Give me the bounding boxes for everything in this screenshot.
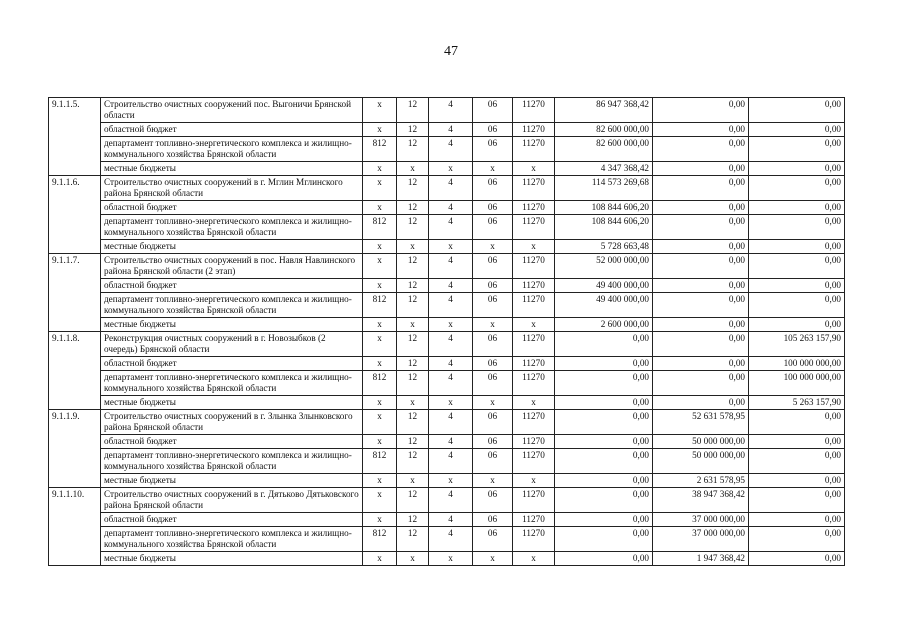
section-code-cell: 12 — [397, 357, 429, 371]
budget-table — [48, 97, 845, 566]
amount-year3-cell: 0,00 — [749, 410, 845, 435]
expense-code-cell: х — [513, 474, 555, 488]
amount-year3-cell: 0,00 — [749, 488, 845, 513]
amount-year1-cell: 108 844 606,20 — [555, 215, 653, 240]
item-code-cell: 9.1.1.9. — [49, 410, 101, 488]
amount-year1-cell: 108 844 606,20 — [555, 201, 653, 215]
expense-code-cell: 11270 — [513, 513, 555, 527]
admin-code-cell: х — [363, 410, 397, 435]
amount-year2-cell: 0,00 — [653, 137, 749, 162]
amount-year1-cell: 5 728 663,48 — [555, 240, 653, 254]
program-code-cell: 06 — [473, 449, 513, 474]
amount-year2-cell: 0,00 — [653, 279, 749, 293]
section-code-cell: 12 — [397, 449, 429, 474]
program-code-cell: 06 — [473, 98, 513, 123]
section-code-cell: х — [397, 318, 429, 332]
admin-code-cell: х — [363, 396, 397, 410]
amount-year1-cell: 0,00 — [555, 332, 653, 357]
table-row — [49, 474, 845, 488]
amount-year1-cell: 49 400 000,00 — [555, 279, 653, 293]
amount-year1-cell: 0,00 — [555, 527, 653, 552]
section-code-cell: 12 — [397, 513, 429, 527]
item-name-cell: областной бюджет — [101, 123, 363, 137]
section-code-cell: 12 — [397, 435, 429, 449]
program-code-cell: 06 — [473, 488, 513, 513]
subsection-code-cell: 4 — [429, 98, 473, 123]
table-row — [49, 254, 845, 279]
amount-year3-cell: 0,00 — [749, 318, 845, 332]
admin-code-cell: х — [363, 279, 397, 293]
subsection-code-cell: 4 — [429, 435, 473, 449]
table-row — [49, 137, 845, 162]
expense-code-cell: 11270 — [513, 293, 555, 318]
admin-code-cell: х — [363, 513, 397, 527]
amount-year2-cell: 0,00 — [653, 98, 749, 123]
item-code-cell: 9.1.1.5. — [49, 98, 101, 176]
amount-year1-cell: 0,00 — [555, 357, 653, 371]
amount-year2-cell: 52 631 578,95 — [653, 410, 749, 435]
admin-code-cell: х — [363, 176, 397, 201]
expense-code-cell: х — [513, 396, 555, 410]
amount-year1-cell: 0,00 — [555, 513, 653, 527]
admin-code-cell: х — [363, 357, 397, 371]
subsection-code-cell: 4 — [429, 488, 473, 513]
expense-code-cell: 11270 — [513, 488, 555, 513]
item-name-cell: местные бюджеты — [101, 162, 363, 176]
amount-year3-cell: 0,00 — [749, 215, 845, 240]
subsection-code-cell: 4 — [429, 371, 473, 396]
subsection-code-cell: х — [429, 552, 473, 566]
amount-year2-cell: 0,00 — [653, 332, 749, 357]
amount-year2-cell: 0,00 — [653, 123, 749, 137]
subsection-code-cell: 4 — [429, 410, 473, 435]
amount-year1-cell: 0,00 — [555, 371, 653, 396]
table-row — [49, 279, 845, 293]
amount-year2-cell: 0,00 — [653, 318, 749, 332]
item-name-cell: областной бюджет — [101, 357, 363, 371]
section-code-cell: 12 — [397, 215, 429, 240]
admin-code-cell: 812 — [363, 215, 397, 240]
table-row — [49, 449, 845, 474]
amount-year3-cell: 100 000 000,00 — [749, 357, 845, 371]
item-name-cell: Строительство очистных сооружений в г. Злынка Злынковского района Брянской области — [101, 410, 363, 435]
subsection-code-cell: 4 — [429, 449, 473, 474]
amount-year3-cell: 0,00 — [749, 254, 845, 279]
subsection-code-cell: 4 — [429, 176, 473, 201]
table-row — [49, 552, 845, 566]
amount-year1-cell: 52 000 000,00 — [555, 254, 653, 279]
amount-year2-cell: 1 947 368,42 — [653, 552, 749, 566]
table-row — [49, 332, 845, 357]
item-name-cell: местные бюджеты — [101, 552, 363, 566]
program-code-cell: х — [473, 162, 513, 176]
subsection-code-cell: 4 — [429, 201, 473, 215]
amount-year1-cell: 0,00 — [555, 488, 653, 513]
amount-year2-cell: 50 000 000,00 — [653, 449, 749, 474]
table-row — [49, 488, 845, 513]
table-row — [49, 240, 845, 254]
admin-code-cell: х — [363, 435, 397, 449]
amount-year3-cell: 0,00 — [749, 449, 845, 474]
amount-year3-cell: 0,00 — [749, 435, 845, 449]
amount-year3-cell: 0,00 — [749, 123, 845, 137]
section-code-cell: 12 — [397, 332, 429, 357]
program-code-cell: 06 — [473, 137, 513, 162]
program-code-cell: 06 — [473, 527, 513, 552]
expense-code-cell: 11270 — [513, 176, 555, 201]
section-code-cell: х — [397, 240, 429, 254]
program-code-cell: 06 — [473, 254, 513, 279]
amount-year2-cell: 38 947 368,42 — [653, 488, 749, 513]
item-name-cell: областной бюджет — [101, 435, 363, 449]
item-name-cell: областной бюджет — [101, 201, 363, 215]
table-row — [49, 293, 845, 318]
program-code-cell: 06 — [473, 176, 513, 201]
item-name-cell: Строительство очистных сооружений пос. Выгоничи Брянской области — [101, 98, 363, 123]
admin-code-cell: х — [363, 201, 397, 215]
amount-year3-cell: 5 263 157,90 — [749, 396, 845, 410]
table-row — [49, 396, 845, 410]
amount-year3-cell: 100 000 000,00 — [749, 371, 845, 396]
section-code-cell: 12 — [397, 279, 429, 293]
section-code-cell: 12 — [397, 123, 429, 137]
section-code-cell: 12 — [397, 137, 429, 162]
subsection-code-cell: х — [429, 474, 473, 488]
amount-year2-cell: 37 000 000,00 — [653, 513, 749, 527]
amount-year1-cell: 82 600 000,00 — [555, 123, 653, 137]
expense-code-cell: 11270 — [513, 137, 555, 162]
amount-year3-cell: 0,00 — [749, 137, 845, 162]
item-name-cell: департамент топливно-энергетического комплекса и жилищно-коммунального хозяйства Брянской области — [101, 215, 363, 240]
amount-year2-cell: 2 631 578,95 — [653, 474, 749, 488]
amount-year3-cell: 0,00 — [749, 98, 845, 123]
amount-year3-cell: 0,00 — [749, 162, 845, 176]
amount-year1-cell: 114 573 269,68 — [555, 176, 653, 201]
subsection-code-cell: х — [429, 318, 473, 332]
amount-year2-cell: 0,00 — [653, 215, 749, 240]
program-code-cell: 06 — [473, 332, 513, 357]
amount-year3-cell: 105 263 157,90 — [749, 332, 845, 357]
subsection-code-cell: 4 — [429, 123, 473, 137]
table-row — [49, 513, 845, 527]
expense-code-cell: 11270 — [513, 332, 555, 357]
subsection-code-cell: 4 — [429, 513, 473, 527]
admin-code-cell: 812 — [363, 137, 397, 162]
subsection-code-cell: 4 — [429, 293, 473, 318]
subsection-code-cell: х — [429, 162, 473, 176]
amount-year2-cell: 0,00 — [653, 293, 749, 318]
admin-code-cell: х — [363, 318, 397, 332]
subsection-code-cell: 4 — [429, 332, 473, 357]
table-row — [49, 215, 845, 240]
amount-year3-cell: 0,00 — [749, 527, 845, 552]
item-name-cell: Строительство очистных сооружений в г. Мглин Мглинского района Брянской области — [101, 176, 363, 201]
section-code-cell: х — [397, 162, 429, 176]
program-code-cell: х — [473, 474, 513, 488]
item-name-cell: Строительство очистных сооружений в г. Дятьково Дятьковского района Брянской области — [101, 488, 363, 513]
page-number: 47 — [444, 44, 458, 59]
item-code-cell: 9.1.1.7. — [49, 254, 101, 332]
admin-code-cell: 812 — [363, 449, 397, 474]
subsection-code-cell: х — [429, 396, 473, 410]
expense-code-cell: 11270 — [513, 215, 555, 240]
amount-year3-cell: 0,00 — [749, 293, 845, 318]
item-name-cell: местные бюджеты — [101, 396, 363, 410]
admin-code-cell: 812 — [363, 371, 397, 396]
program-code-cell: х — [473, 552, 513, 566]
admin-code-cell: 812 — [363, 293, 397, 318]
program-code-cell: 06 — [473, 371, 513, 396]
section-code-cell: 12 — [397, 527, 429, 552]
amount-year3-cell: 0,00 — [749, 552, 845, 566]
subsection-code-cell: 4 — [429, 527, 473, 552]
item-name-cell: Реконструкция очистных сооружений в г. Новозыбков (2 очередь) Брянской области — [101, 332, 363, 357]
item-code-cell: 9.1.1.6. — [49, 176, 101, 254]
amount-year2-cell: 0,00 — [653, 162, 749, 176]
item-name-cell: местные бюджеты — [101, 474, 363, 488]
section-code-cell: 12 — [397, 410, 429, 435]
amount-year2-cell: 0,00 — [653, 201, 749, 215]
section-code-cell: х — [397, 396, 429, 410]
amount-year2-cell: 0,00 — [653, 357, 749, 371]
expense-code-cell: 11270 — [513, 201, 555, 215]
amount-year1-cell: 4 347 368,42 — [555, 162, 653, 176]
amount-year3-cell: 0,00 — [749, 201, 845, 215]
amount-year1-cell: 82 600 000,00 — [555, 137, 653, 162]
amount-year2-cell: 50 000 000,00 — [653, 435, 749, 449]
item-name-cell: Строительство очистных сооружений в пос. Навля Навлинского района Брянской области (2 этап) — [101, 254, 363, 279]
expense-code-cell: х — [513, 318, 555, 332]
section-code-cell: 12 — [397, 176, 429, 201]
table-row — [49, 357, 845, 371]
section-code-cell: 12 — [397, 201, 429, 215]
table-row — [49, 318, 845, 332]
admin-code-cell: х — [363, 474, 397, 488]
expense-code-cell: 11270 — [513, 279, 555, 293]
table-row — [49, 176, 845, 201]
program-code-cell: х — [473, 396, 513, 410]
section-code-cell: 12 — [397, 254, 429, 279]
amount-year2-cell: 0,00 — [653, 240, 749, 254]
program-code-cell: х — [473, 240, 513, 254]
section-code-cell: 12 — [397, 98, 429, 123]
amount-year2-cell: 0,00 — [653, 396, 749, 410]
item-name-cell: департамент топливно-энергетического комплекса и жилищно-коммунального хозяйства Брянской области — [101, 449, 363, 474]
item-name-cell: областной бюджет — [101, 513, 363, 527]
admin-code-cell: х — [363, 254, 397, 279]
amount-year1-cell: 86 947 368,42 — [555, 98, 653, 123]
amount-year2-cell: 37 000 000,00 — [653, 527, 749, 552]
amount-year1-cell: 0,00 — [555, 449, 653, 474]
item-code-cell: 9.1.1.10. — [49, 488, 101, 566]
amount-year3-cell: 0,00 — [749, 474, 845, 488]
amount-year1-cell: 2 600 000,00 — [555, 318, 653, 332]
section-code-cell: х — [397, 552, 429, 566]
item-name-cell: областной бюджет — [101, 279, 363, 293]
table-body — [49, 98, 845, 566]
program-code-cell: 06 — [473, 123, 513, 137]
subsection-code-cell: 4 — [429, 137, 473, 162]
admin-code-cell: х — [363, 98, 397, 123]
section-code-cell: 12 — [397, 371, 429, 396]
expense-code-cell: 11270 — [513, 123, 555, 137]
table-row — [49, 123, 845, 137]
expense-code-cell: 11270 — [513, 435, 555, 449]
program-code-cell: 06 — [473, 435, 513, 449]
section-code-cell: 12 — [397, 293, 429, 318]
amount-year1-cell: 0,00 — [555, 435, 653, 449]
program-code-cell: 06 — [473, 293, 513, 318]
amount-year1-cell: 49 400 000,00 — [555, 293, 653, 318]
amount-year3-cell: 0,00 — [749, 513, 845, 527]
admin-code-cell: 812 — [363, 527, 397, 552]
program-code-cell: 06 — [473, 279, 513, 293]
admin-code-cell: х — [363, 162, 397, 176]
item-name-cell: департамент топливно-энергетического комплекса и жилищно-коммунального хозяйства Брянской области — [101, 293, 363, 318]
amount-year3-cell: 0,00 — [749, 176, 845, 201]
subsection-code-cell: 4 — [429, 254, 473, 279]
admin-code-cell: х — [363, 123, 397, 137]
program-code-cell: 06 — [473, 357, 513, 371]
subsection-code-cell: х — [429, 240, 473, 254]
expense-code-cell: 11270 — [513, 449, 555, 474]
expense-code-cell: 11270 — [513, 357, 555, 371]
program-code-cell: 06 — [473, 215, 513, 240]
section-code-cell: х — [397, 474, 429, 488]
table-row — [49, 98, 845, 123]
amount-year2-cell: 0,00 — [653, 254, 749, 279]
table-row — [49, 410, 845, 435]
subsection-code-cell: 4 — [429, 279, 473, 293]
table-row — [49, 201, 845, 215]
table-row — [49, 162, 845, 176]
expense-code-cell: 11270 — [513, 254, 555, 279]
item-name-cell: департамент топливно-энергетического комплекса и жилищно-коммунального хозяйства Брянской области — [101, 371, 363, 396]
subsection-code-cell: 4 — [429, 357, 473, 371]
amount-year2-cell: 0,00 — [653, 176, 749, 201]
table-row — [49, 527, 845, 552]
item-name-cell: местные бюджеты — [101, 240, 363, 254]
subsection-code-cell: 4 — [429, 215, 473, 240]
expense-code-cell: 11270 — [513, 527, 555, 552]
program-code-cell: 06 — [473, 513, 513, 527]
expense-code-cell: 11270 — [513, 371, 555, 396]
amount-year1-cell: 0,00 — [555, 410, 653, 435]
table-row — [49, 371, 845, 396]
expense-code-cell: х — [513, 552, 555, 566]
table-row — [49, 435, 845, 449]
amount-year1-cell: 0,00 — [555, 552, 653, 566]
admin-code-cell: х — [363, 552, 397, 566]
program-code-cell: 06 — [473, 201, 513, 215]
amount-year1-cell: 0,00 — [555, 396, 653, 410]
admin-code-cell: х — [363, 240, 397, 254]
amount-year3-cell: 0,00 — [749, 279, 845, 293]
item-code-cell: 9.1.1.8. — [49, 332, 101, 410]
program-code-cell: 06 — [473, 410, 513, 435]
item-name-cell: департамент топливно-энергетического комплекса и жилищно-коммунального хозяйства Брянской области — [101, 527, 363, 552]
program-code-cell: х — [473, 318, 513, 332]
expense-code-cell: х — [513, 240, 555, 254]
expense-code-cell: 11270 — [513, 98, 555, 123]
expense-code-cell: х — [513, 162, 555, 176]
item-name-cell: департамент топливно-энергетического комплекса и жилищно-коммунального хозяйства Брянской области — [101, 137, 363, 162]
amount-year3-cell: 0,00 — [749, 240, 845, 254]
section-code-cell: 12 — [397, 488, 429, 513]
amount-year2-cell: 0,00 — [653, 371, 749, 396]
item-name-cell: местные бюджеты — [101, 318, 363, 332]
admin-code-cell: х — [363, 332, 397, 357]
amount-year1-cell: 0,00 — [555, 474, 653, 488]
expense-code-cell: 11270 — [513, 410, 555, 435]
admin-code-cell: х — [363, 488, 397, 513]
